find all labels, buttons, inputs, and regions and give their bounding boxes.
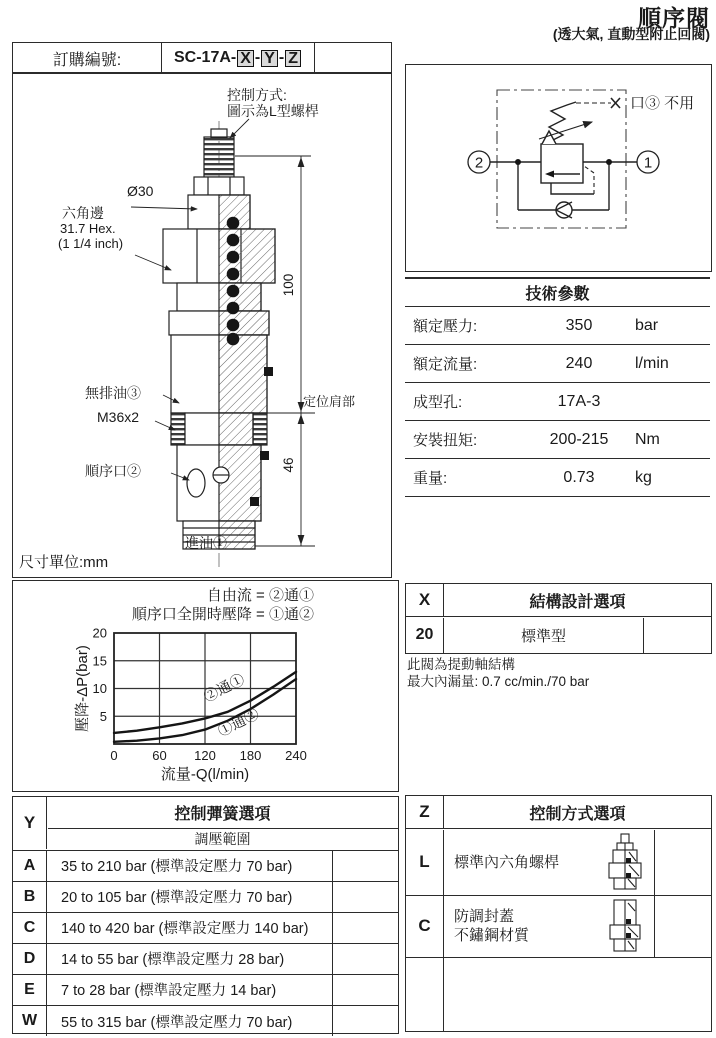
spring-options-rows xyxy=(13,850,398,1037)
page-title: 順序閥 xyxy=(638,5,710,31)
spec-label: 額定流量: xyxy=(413,356,478,373)
control-mode-note-line1: 控制方式: xyxy=(227,87,287,103)
option-code-x: X xyxy=(406,584,444,616)
table-row xyxy=(406,830,711,896)
control-code-c: C xyxy=(406,896,444,957)
sequence-port-label: 順序口② xyxy=(85,463,141,479)
spring-range: 7 to 28 bar (標準設定壓力 14 bar) xyxy=(47,975,333,1005)
curve-label: ②通① xyxy=(201,671,248,706)
note-line-2: 最大內漏量: 0.7 cc/min./70 bar xyxy=(407,674,590,689)
spec-unit: Nm xyxy=(635,430,660,448)
spring-code: C xyxy=(13,913,47,943)
spec-value: 240 xyxy=(565,354,593,372)
table-row xyxy=(406,896,711,958)
spring-range: 55 to 315 bar (標準設定壓力 70 bar) xyxy=(47,1006,333,1036)
hydraulic-symbol-panel xyxy=(405,64,712,272)
dim-46-text: 46 xyxy=(281,457,296,473)
order-code-x: X xyxy=(237,50,254,67)
control-option-label-line1: 防調封蓋 xyxy=(454,908,515,926)
empty-cell xyxy=(333,882,398,912)
table-row xyxy=(406,618,711,654)
spec-label: 額定壓力: xyxy=(413,318,478,335)
spring-range: 35 to 210 bar (標準設定壓力 70 bar) xyxy=(47,851,333,881)
control-option-label: 標準內六角螺桿 xyxy=(454,853,560,871)
table-row xyxy=(13,851,398,882)
spring-code: A xyxy=(13,851,47,881)
y-tick-label: 5 xyxy=(99,708,107,724)
page-subtitle: (透大氣, 直動型附止回閥) xyxy=(552,26,710,42)
y-tick-label: 15 xyxy=(92,653,107,669)
spec-unit: l/min xyxy=(635,354,669,372)
hex-label-line2: 31.7 Hex. xyxy=(60,221,116,236)
spring-code: D xyxy=(13,944,47,974)
tamper-cap-cartridge-icon xyxy=(605,899,645,953)
y-axis-label: 壓降-ΔP(bar) xyxy=(74,645,91,732)
table-row xyxy=(13,913,398,944)
empty-cell xyxy=(655,830,711,895)
dim-100-text: 100 xyxy=(281,273,296,297)
order-code-sep2: - xyxy=(278,49,285,66)
tech-specs-table xyxy=(405,277,710,497)
x-tick-label: 240 xyxy=(285,748,307,763)
spec-label: 成型孔: xyxy=(413,394,463,411)
dimension-units-label: 尺寸單位:mm xyxy=(19,554,109,571)
valve-drawing-panel xyxy=(12,72,392,578)
note-line-1: 此閥為提動軸結構 xyxy=(407,657,515,672)
port-2-number: 2 xyxy=(474,154,484,172)
x-tick-label: 180 xyxy=(239,748,262,763)
table-row xyxy=(405,459,710,497)
chart-title-line1: 自由流 = ②通① xyxy=(206,587,314,604)
order-empty-cell xyxy=(315,43,391,73)
table-row xyxy=(13,944,398,975)
x-tick-label: 0 xyxy=(110,748,118,763)
inlet-port-label: 進油① xyxy=(185,535,227,551)
spec-value: 200-215 xyxy=(549,430,609,448)
tech-specs-title: 技術參數 xyxy=(405,277,710,307)
table-row xyxy=(13,882,398,913)
spring-code: W xyxy=(13,1006,47,1036)
x-tick-label: 120 xyxy=(194,748,216,763)
control-options-header xyxy=(406,796,711,829)
diameter-label: Ø30 xyxy=(127,183,154,199)
empty-cell xyxy=(333,851,398,881)
port-1-number: 1 xyxy=(643,154,653,172)
order-code-z: Z xyxy=(285,50,301,67)
spec-value: 350 xyxy=(565,316,593,334)
empty-cell xyxy=(333,975,398,1005)
table-row xyxy=(405,421,710,459)
option-label-standard: 標準型 xyxy=(444,618,644,654)
order-number-box xyxy=(12,42,392,74)
spec-label: 重量: xyxy=(413,470,448,487)
valve-body xyxy=(163,129,275,549)
x-tick-label: 60 xyxy=(152,748,167,763)
drain-port-label: 無排油③ xyxy=(85,385,141,401)
empty-cell xyxy=(655,896,711,957)
spec-unit: bar xyxy=(635,316,659,334)
design-options-notes xyxy=(407,656,589,690)
design-options-title: 結構設計選項 xyxy=(529,593,626,611)
table-row xyxy=(13,975,398,1006)
spring-range: 20 to 105 bar (標準設定壓力 70 bar) xyxy=(47,882,333,912)
table-row xyxy=(405,383,710,421)
design-options-table xyxy=(405,583,712,654)
empty-cell xyxy=(333,1006,398,1036)
pressure-drop-chart xyxy=(13,581,395,787)
y-tick-label: 20 xyxy=(92,625,107,641)
valve-cross-section-drawing xyxy=(13,73,388,574)
hex-label-line3: (1 1/4 inch) xyxy=(58,236,124,251)
spec-value: 17A-3 xyxy=(557,392,601,410)
control-options-table xyxy=(405,795,712,1032)
hex-screw-cartridge-icon xyxy=(605,833,645,891)
empty-cell xyxy=(333,913,398,943)
spec-label: 安裝扭矩: xyxy=(413,432,478,449)
spring-code: B xyxy=(13,882,47,912)
table-row xyxy=(405,307,710,345)
order-code-y: Y xyxy=(261,50,278,67)
spec-unit: kg xyxy=(635,468,652,486)
performance-chart-panel xyxy=(12,580,399,792)
order-number-label: 訂購編號: xyxy=(52,51,122,69)
spring-options-subtitle: 調壓範圍 xyxy=(48,828,398,849)
thread-label: M36x2 xyxy=(97,409,140,425)
table-row xyxy=(13,1006,398,1036)
spring-range: 14 to 55 bar (標準設定壓力 28 bar) xyxy=(47,944,333,974)
empty-cell xyxy=(644,618,711,654)
y-tick-label: 10 xyxy=(92,681,107,696)
control-mode-note-line2: 圖示為L型螺桿 xyxy=(227,103,319,119)
empty-cell xyxy=(406,958,444,1032)
spring-options-table xyxy=(12,796,399,1034)
chart-title-line2: 順序口全開時壓降 = ①通② xyxy=(131,606,314,623)
spring-range: 140 to 420 bar (標準設定壓力 140 bar) xyxy=(47,913,333,943)
shoulder-label: 定位肩部 xyxy=(303,394,356,409)
port-3-unused-note: 口③ 不用 xyxy=(630,95,695,112)
order-code xyxy=(161,43,315,73)
option-code-z: Z xyxy=(406,796,444,828)
x-axis-label: 流量-Q(l/min) xyxy=(160,766,250,783)
control-option-label-line2: 不鏽鋼材質 xyxy=(454,927,530,945)
empty-cell xyxy=(333,944,398,974)
curve-label: ①通② xyxy=(215,706,262,741)
spring-code: E xyxy=(13,975,47,1005)
order-code-sep1: - xyxy=(254,49,261,66)
hex-label-line1: 六角邊 xyxy=(62,205,104,221)
spec-value: 0.73 xyxy=(563,468,595,486)
order-code-prefix: SC-17A- xyxy=(173,49,237,66)
option-code-20: 20 xyxy=(406,618,444,654)
design-options-header xyxy=(406,584,711,617)
control-code-l: L xyxy=(406,830,444,895)
table-row xyxy=(405,345,710,383)
spring-options-title: 控制彈簧選項 xyxy=(174,805,271,823)
control-options-title: 控制方式選項 xyxy=(529,805,626,823)
option-code-y: Y xyxy=(13,797,47,849)
